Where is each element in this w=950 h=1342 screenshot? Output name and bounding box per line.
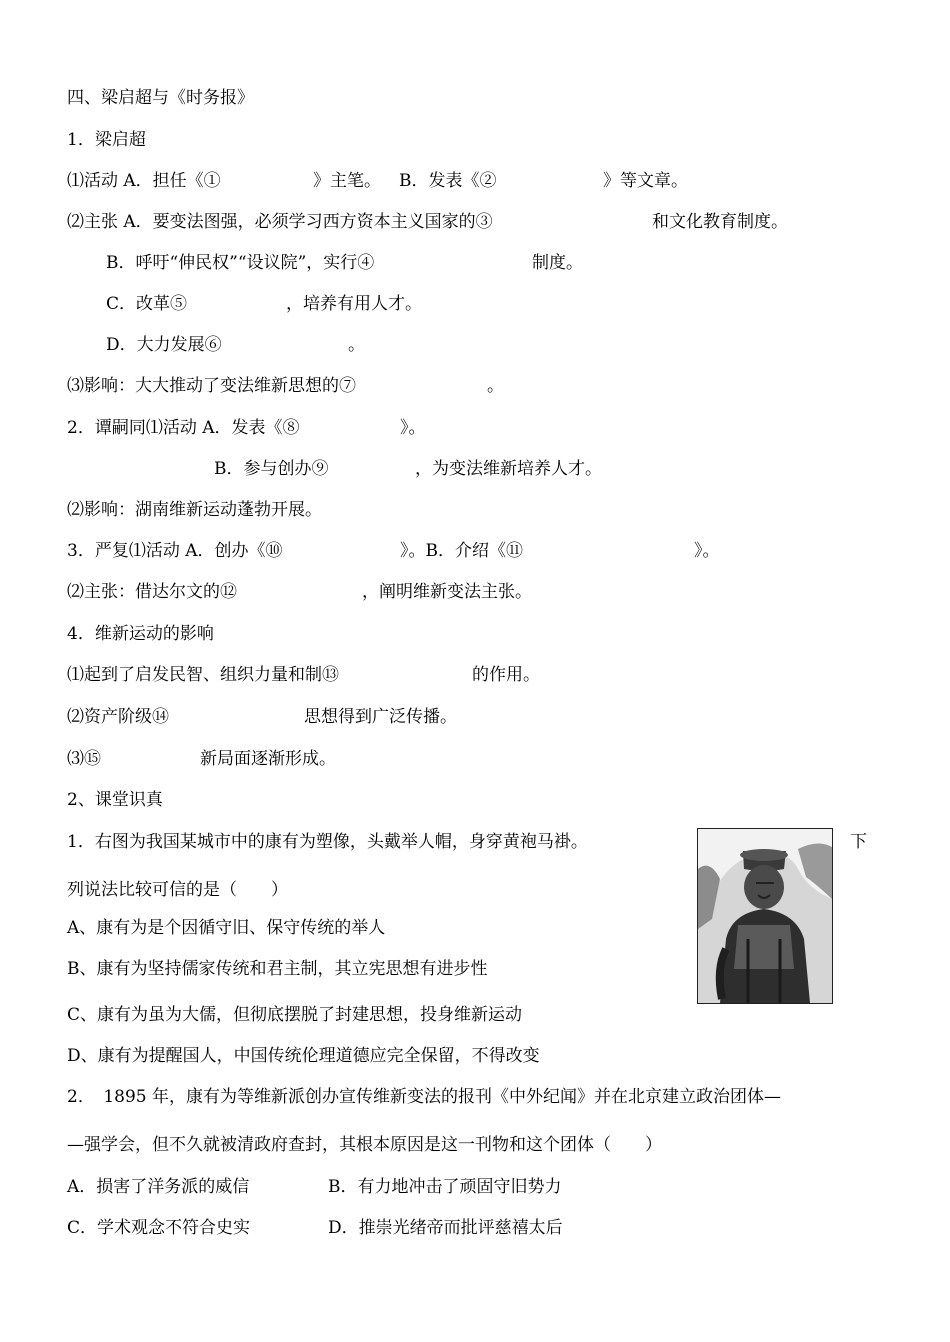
- liang-activity-a-end: 》主笔。: [313, 171, 381, 191]
- liang-claim-b: B．呼吁“伸民权”“设议院”，实行④: [106, 253, 375, 273]
- q2-stem-continued: —强学会，但不久就被清政府查封，其根本原因是这一刊物和这个团体（ ）: [67, 1135, 662, 1155]
- tan-sitong-effect: ⑵影响：湖南维新运动蓬勃开展。: [67, 500, 322, 520]
- q1-stem-tail: 下: [850, 832, 867, 852]
- impact-2-end: 思想得到广泛传播。: [304, 707, 457, 727]
- q2-option-d: D．推崇光绪帝而批评慈禧太后: [328, 1218, 563, 1238]
- yan-fu-claim: ⑵主张：借达尔文的⑫: [67, 582, 237, 602]
- tan-sitong-activity-b: B．参与创办⑨: [214, 459, 329, 479]
- impact-heading: 4．维新运动的影响: [67, 624, 214, 644]
- q1-option-c: C、康有为虽为大儒，但彻底摆脱了封建思想，投身维新运动: [67, 1005, 523, 1025]
- q2-option-a: A．损害了洋务派的威信: [67, 1177, 250, 1197]
- liang-activity-b-end: 》等文章。: [603, 171, 688, 191]
- impact-3: ⑶⑮: [67, 749, 101, 769]
- q1-stem: 1．右图为我国某城市中的康有为塑像，头戴举人帽，身穿黄袍马褂。: [67, 832, 588, 852]
- liang-claim-b-end: 制度。: [532, 253, 583, 273]
- q1-option-a: A、康有为是个因循守旧、保守传统的举人: [67, 918, 386, 938]
- liang-activity-a: ⑴活动 A．担任《①: [67, 171, 221, 191]
- liang-claim-d-end: 。: [348, 335, 365, 355]
- liang-claim-d: D．大力发展⑥: [106, 335, 222, 355]
- q2-option-c: C．学术观念不符合史实: [67, 1218, 251, 1238]
- tan-sitong-activity-a: 2．谭嗣同⑴活动 A．发表《⑧: [67, 418, 300, 438]
- liang-claim-a: ⑵主张 A．要变法图强，必须学习西方资本主义国家的③: [67, 212, 493, 232]
- tan-sitong-activity-b-end: ，为变法维新培养人才。: [415, 459, 602, 479]
- section-title: 四、梁启超与《时务报》: [67, 88, 254, 108]
- liang-claim-c: C．改革⑤: [106, 294, 188, 314]
- q1-stem-continued: 列说法比较可信的是（ ）: [67, 880, 288, 900]
- q2-stem: 2． 1895 年，康有为等维新派创办宣传维新变法的报刊《中外纪闻》并在北京建立政治团体—: [67, 1087, 781, 1107]
- impact-2: ⑵资产阶级⑭: [67, 707, 169, 727]
- kang-youwei-statue-photo: [697, 828, 833, 1004]
- statue-illustration: [698, 829, 832, 1003]
- q1-option-b: B、康有为坚持儒家传统和君主制，其立宪思想有进步性: [67, 959, 488, 979]
- liang-activity-b: B．发表《②: [399, 171, 497, 191]
- practice-title: 2、课堂识真: [67, 790, 163, 810]
- tan-sitong-activity-a-end: 》。: [400, 418, 426, 438]
- liang-claim-c-end: ，培养有用人才。: [286, 294, 422, 314]
- impact-3-end: 新局面逐渐形成。: [200, 749, 336, 769]
- yan-fu-claim-end: ，阐明维新变法主张。: [362, 582, 532, 602]
- yan-fu-activity-end: 》。: [694, 541, 720, 561]
- liang-effect: ⑶影响：大大推动了变法维新思想的⑦: [67, 376, 356, 396]
- impact-1-end: 的作用。: [472, 665, 540, 685]
- q1-option-d: D、康有为提醒国人，中国传统伦理道德应完全保留，不得改变: [67, 1046, 540, 1066]
- liang-claim-a-end: 和文化教育制度。: [652, 212, 788, 232]
- q2-option-b: B．有力地冲击了顽固守旧势力: [328, 1177, 562, 1197]
- liang-qichao-heading: 1．梁启超: [67, 130, 146, 150]
- yan-fu-activity: 3．严复⑴活动 A．创办《⑩: [67, 541, 283, 561]
- liang-effect-end: 。: [487, 376, 504, 396]
- impact-1: ⑴起到了启发民智、组织力量和制⑬: [67, 665, 339, 685]
- yan-fu-activity-mid: 》。B．介绍《⑪: [400, 541, 523, 561]
